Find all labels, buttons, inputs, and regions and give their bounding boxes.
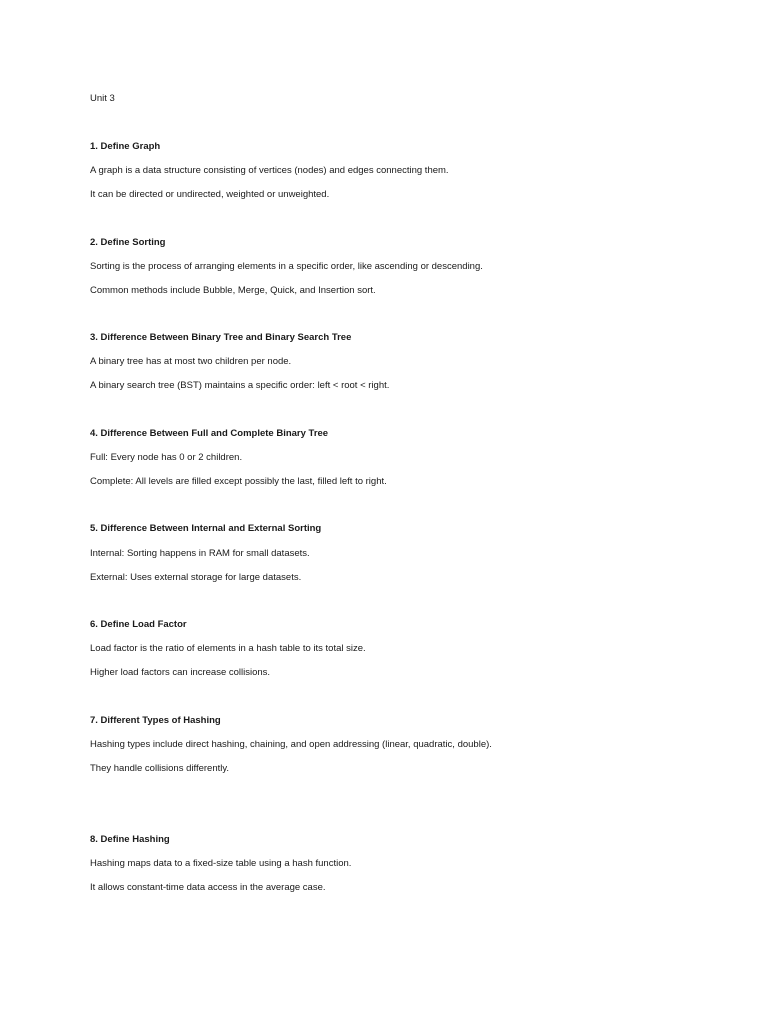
section-text: Higher load factors can increase collisions. [90, 667, 271, 678]
section-heading: 5. Difference Between Internal and External Sorting [90, 523, 322, 534]
section-text: They handle collisions differently. [90, 763, 230, 774]
section-text: It can be directed or undirected, weighted or unweighted. [90, 189, 330, 200]
section-text: Hashing maps data to a fixed-size table using a hash function. [90, 858, 352, 869]
section-heading: 7. Different Types of Hashing [90, 715, 221, 726]
section-text: A graph is a data structure consisting of vertices (nodes) and edges connecting them. [90, 165, 449, 176]
section-text: Hashing types include direct hashing, chaining, and open addressing (linear, quadratic, double). [90, 739, 492, 750]
section-heading: 4. Difference Between Full and Complete Binary Tree [90, 428, 329, 439]
section-text: A binary tree has at most two children per node. [90, 356, 292, 367]
section-text: Full: Every node has 0 or 2 children. [90, 452, 243, 463]
section-text: Common methods include Bubble, Merge, Quick, and Insertion sort. [90, 285, 376, 296]
section-text: A binary search tree (BST) maintains a specific order: left < root < right. [90, 380, 390, 391]
section-heading: 8. Define Hashing [90, 834, 170, 845]
section-text: Internal: Sorting happens in RAM for small datasets. [90, 548, 310, 559]
section-heading: 1. Define Graph [90, 141, 161, 152]
section-text: Sorting is the process of arranging elements in a specific order, like ascending or descending. [90, 261, 483, 272]
section-text: External: Uses external storage for large datasets. [90, 572, 302, 583]
section-heading: 6. Define Load Factor [90, 619, 187, 630]
section-text: It allows constant-time data access in the average case. [90, 882, 326, 893]
unit-title: Unit 3 [90, 93, 115, 104]
section-heading: 2. Define Sorting [90, 237, 166, 248]
section-text: Load factor is the ratio of elements in a hash table to its total size. [90, 643, 366, 654]
section-text: Complete: All levels are filled except possibly the last, filled left to right. [90, 476, 387, 487]
section-heading: 3. Difference Between Binary Tree and Binary Search Tree [90, 332, 352, 343]
